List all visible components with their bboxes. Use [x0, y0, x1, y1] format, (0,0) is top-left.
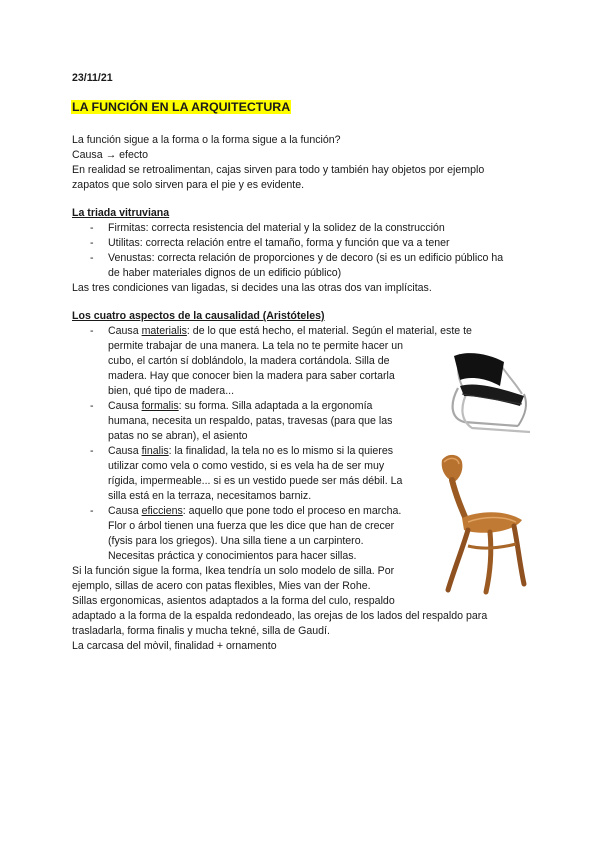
causa-line: (fysis para los griegos). Una silla tiene a un carpintero. [108, 535, 364, 547]
causa-line: Necesitas práctica y conocimientos para hacer sillas. [108, 550, 357, 562]
list-bullet: - [90, 325, 94, 337]
causa-line: bien, qué tipo de madera... [108, 385, 235, 397]
list-bullet: - [90, 400, 94, 412]
closing-line: Sillas ergonomicas, asientos adaptados a la forma del culo, respaldo [72, 595, 395, 607]
triada-heading: La triada vitruviana [72, 207, 170, 219]
causa-line: humana, necesita un respaldo, patas, travesas (para que las [108, 415, 393, 427]
causa-line: rígida, impermeable... si es un vestido puede ser más débil. La [108, 475, 403, 487]
mies-chair-image [438, 348, 538, 438]
causa-line: utilizar como vela o como vestido, si es vela ha de ser muy [108, 460, 385, 472]
list-bullet: - [90, 222, 94, 234]
causa-prefix: Causa [108, 445, 139, 457]
closing-line: trasladarla, forma finalis y mucha tekné, silla de Gaudí. [72, 625, 330, 637]
causa-line: patas no se abran), el asiento [108, 430, 248, 442]
causa-prefix: Causa [108, 325, 139, 337]
causa-line: Flor o árbol tienen una fuerza que les dice que han de crecer [108, 520, 395, 532]
gaudi-chair-image [434, 450, 530, 596]
list-bullet: - [90, 237, 94, 249]
date: 23/11/21 [72, 72, 113, 84]
closing-line: ejemplo, sillas de acero con patas flexibles, Mies van der Rohe. [72, 580, 371, 592]
causa-item-materialis [108, 324, 472, 339]
causa-term: formalis [141, 400, 179, 412]
intro-line: En realidad se retroalimentan, cajas sirven para todo y también hay objetos por ejemplo [72, 164, 485, 176]
triada-item: Utilitas: correcta relación entre el tamaño, forma y función que va a tener [108, 237, 450, 249]
triada-item: Venustas: correcta relación de proporciones y de decoro (si es un edificio público ha [108, 252, 504, 264]
causa-item-formalis [108, 399, 372, 414]
page-title-text: LA FUNCIÓN EN LA ARQUITECTURA [72, 100, 291, 114]
causa-line: cubo, el cartón sí doblándolo, la madera cortándola. Silla de [108, 355, 390, 367]
causa-prefix: Causa [108, 400, 139, 412]
causa-line: permite trabajar de una manera. La tela no te permite hacer un [108, 340, 404, 352]
causa-item-eficciens [108, 504, 401, 519]
causa-term: finalis [141, 445, 169, 457]
intro-line: La función sigue a la forma o la forma sigue a la función? [72, 134, 341, 146]
page-title [71, 100, 291, 116]
closing-line: adaptado a la forma de la espalda redondeado, las orejas de los lados del respaldo para [72, 610, 488, 622]
causa-item-finalis [108, 444, 393, 459]
causas-heading: Los cuatro aspectos de la causalidad (Aristóteles) [72, 310, 325, 322]
triada-item: Firmitas: correcta resistencia del material y la solidez de la construcción [108, 222, 445, 234]
causa-text: : su forma. Silla adaptada a la ergonomía [178, 400, 373, 412]
triada-conclusion: Las tres condiciones van ligadas, si decides una las otras dos van implícitas. [72, 282, 432, 294]
causa-text: : la finalidad, la tela no es lo mismo si la quieres [168, 445, 394, 457]
list-bullet: - [90, 252, 94, 264]
causa-line: silla está en la terraza, necesitamos barniz. [108, 490, 312, 502]
causa-text: : aquello que pone todo el proceso en marcha. [182, 505, 402, 517]
causa-text: : de lo que está hecho, el material. Según el material, este te [186, 325, 472, 337]
closing-line: La carcasa del mòvil, finalidad + ornamento [72, 640, 277, 652]
causa-term: materialis [141, 325, 187, 337]
causa-line: madera. Hay que conocer bien la madera para saber cortarla [108, 370, 395, 382]
closing-line: Si la función sigue la forma, Ikea tendría un solo modelo de silla. Por [72, 565, 395, 577]
intro-line: zapatos que solo sirven para el pie y es evidente. [72, 179, 305, 191]
triada-item-cont: de haber materiales dignos de un edificio público) [108, 267, 342, 279]
causa-prefix: Causa [108, 505, 139, 517]
list-bullet: - [90, 445, 94, 457]
causa-term: eficciens [141, 505, 183, 517]
list-bullet: - [90, 505, 94, 517]
intro-line: Causa → efecto [72, 149, 148, 161]
